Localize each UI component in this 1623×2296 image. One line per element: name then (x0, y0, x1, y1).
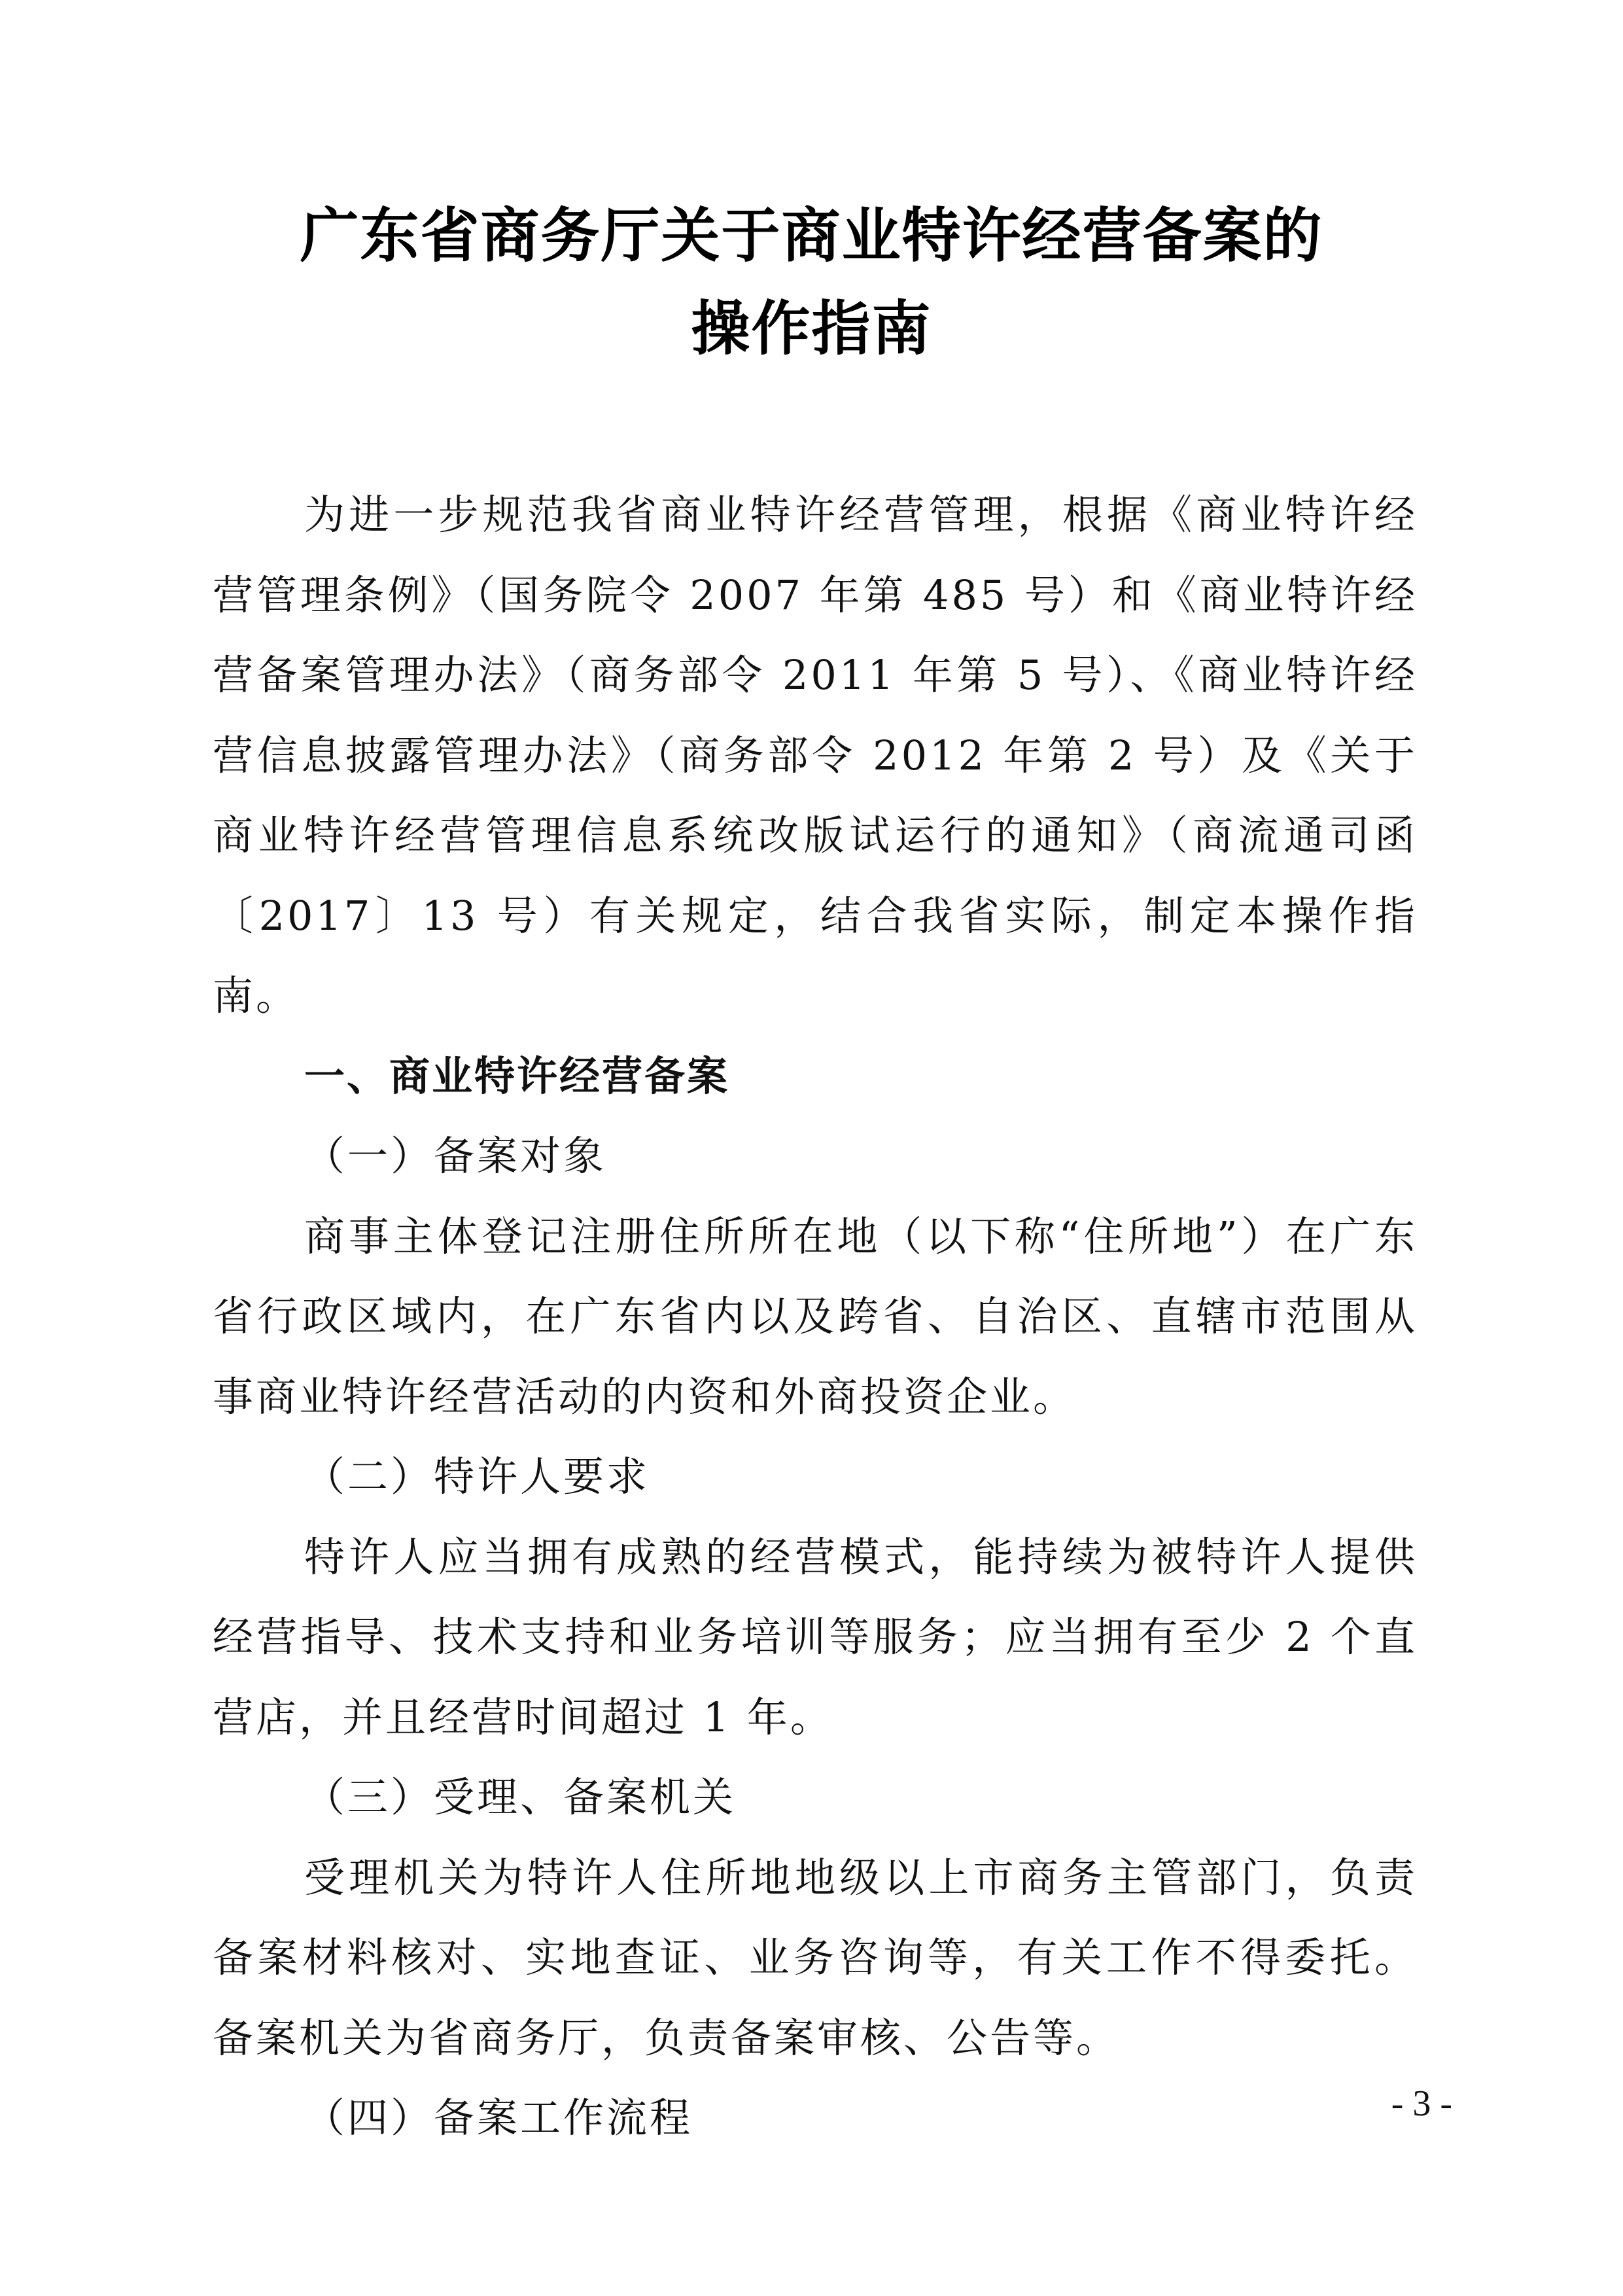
subsection-heading-1: （一）备案对象 (304, 1132, 607, 1180)
section-heading-1: 一、商业特许经营备案 (304, 1051, 730, 1100)
subsection-1-paragraph: 商事主体登记注册住所所在地（以下称“住所地”）在广东省行政区域内，在广东省内以及跨省、自治区、直辖市范围从事商业特许经营活动的内资和外商投资企业。 (213, 1212, 1418, 1421)
subsection-2-paragraph: 特许人应当拥有成熟的经营模式，能持续为被特许人提供经营指导、技术支持和业务培训等服务；应当拥有至少 2 个直营店，并且经营时间超过 1 年。 (213, 1532, 1418, 1741)
document-body (213, 475, 1418, 2159)
subsection-heading-4: （四）备案工作流程 (304, 2094, 693, 2142)
page-number: - 3 - (1391, 2083, 1452, 2124)
intro-paragraph: 为进一步规范我省商业特许经营管理，根据《商业特许经营管理条例》（国务院令 2007 年第 485 号）和《商业特许经营备案管理办法》（商务部令 2011 年第 5 号）、《商业特许经营信息披露管理办法》（商务部令 2012 年第 2 号）及《关于商业特许经营管理信息系统改版试运行的通知》（商流通司函〔2017〕13 号）有关规定，结合我省实际，制定本操作指南。 (213, 491, 1418, 1019)
subsection-heading-2: （二）特许人要求 (304, 1453, 650, 1500)
document-title-line-1: 广东省商务厅关于商业特许经营备案的 (300, 201, 1323, 270)
subsection-heading-3: （三）受理、备案机关 (304, 1773, 737, 1821)
document-title-line-2: 操作指南 (691, 294, 932, 363)
subsection-3-paragraph: 受理机关为特许人住所地地级以上市商务主管部门，负责备案材料核对、实地查证、业务咨询等，有关工作不得委托。备案机关为省商务厅，负责备案审核、公告等。 (213, 1853, 1418, 2062)
